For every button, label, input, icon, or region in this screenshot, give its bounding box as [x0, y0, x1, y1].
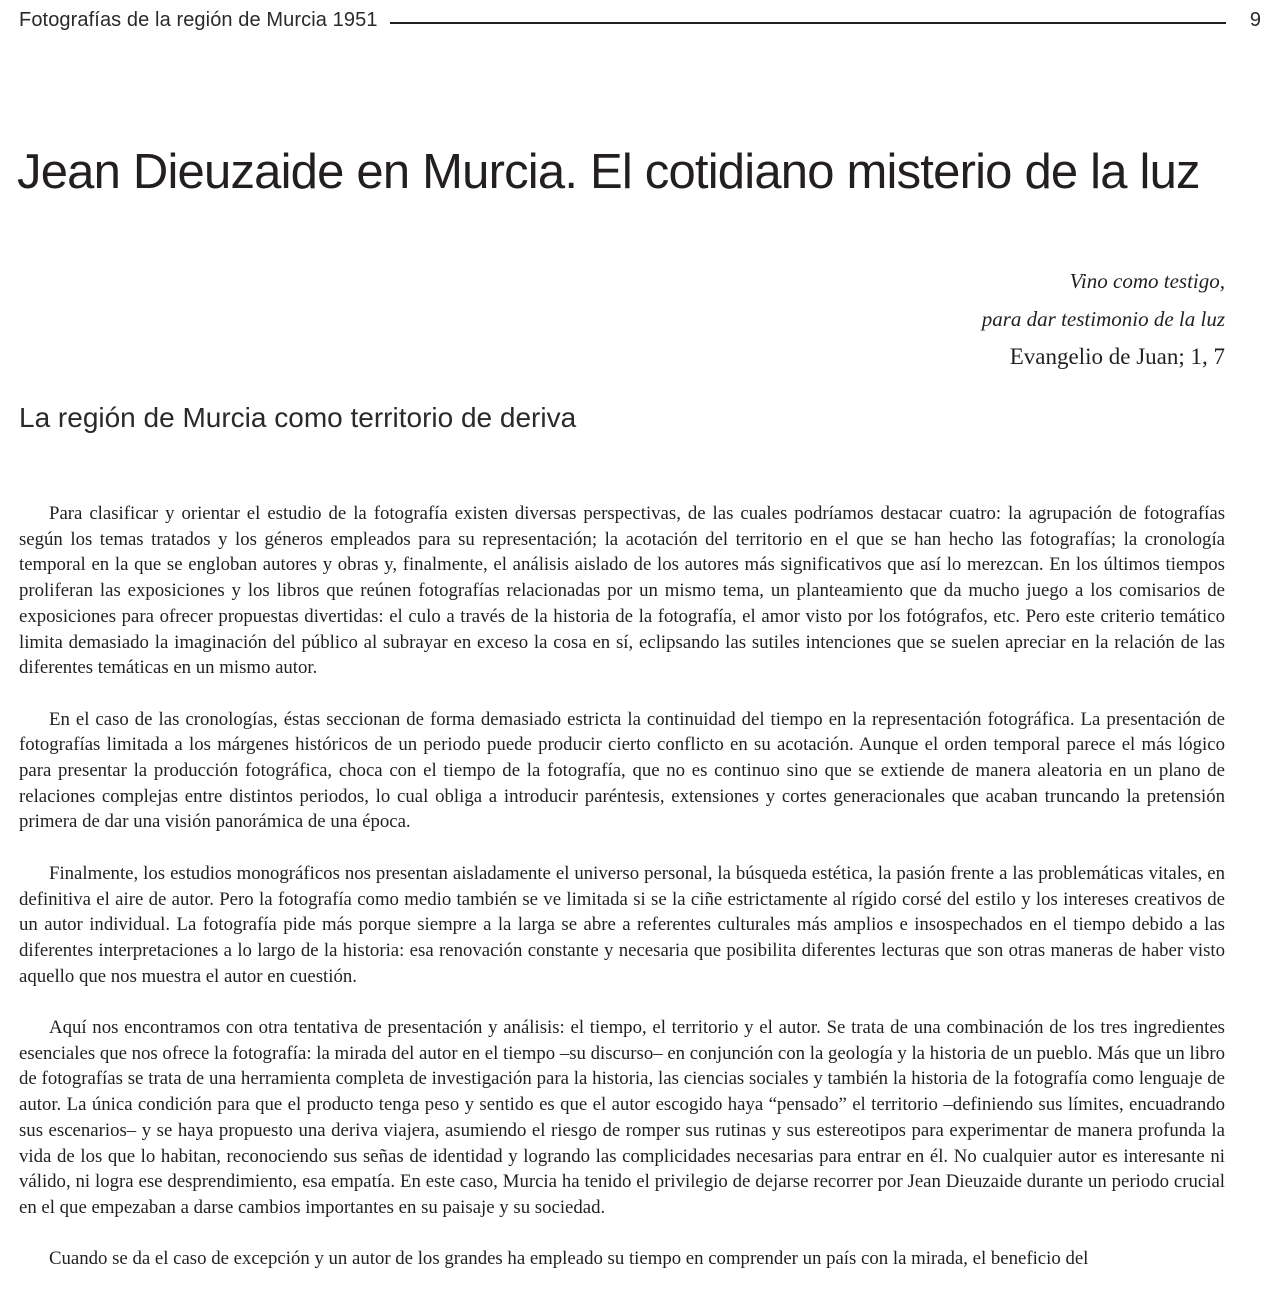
chapter-title: Jean Dieuzaide en Murcia. El cotidiano misterio de la luz [17, 145, 1200, 199]
paragraph-1: Para clasificar y orientar el estudio de la fotografía existen diversas perspectivas, de las cuales podríamos destacar cuatro: la agrupación de fotografías según los temas tratados y los géneros empleados para su representación; la acotación del territorio en el que se han hecho las fotografías; la cronología temporal en la que se engloban autores y obras y, finalmente, el análisis aislado de los autores más significativos que así lo merezcan. En los últimos tiempos proliferan las exposiciones y los libros que reúnen fotografías relacionadas por un mismo tema, un planteamiento que da mucho juego a los comisarios de exposiciones para ofrecer propuestas divertidas: el culo a través de la historia de la fotografía, el amor visto por los fotógrafos, etc. Pero este criterio temático limita demasiado la imaginación del público al subrayar en exceso la cosa en sí, eclipsando las sutiles intenciones que se suelen apreciar en la relación de las diferentes temáticas en un mismo autor. [19, 503, 1225, 679]
header-rule [390, 22, 1226, 24]
paragraph-5: Cuando se da el caso de excepción y un autor de los grandes ha empleado su tiempo en comprender un país con la mirada, el beneficio del [49, 1248, 1089, 1270]
paragraph-4: Aquí nos encontramos con otra tentativa de presentación y análisis: el tiempo, el territorio y el autor. Se trata de una combinación de los tres ingredientes esenciales que nos ofrece la fotografía: la mirada del autor en el tiempo –su discurso– en conjunción con la geología y la historia de un pueblo. Más que un libro de fotografías se trata de una herramienta completa de investigación para la historia, las ciencias sociales y también la historia de la fotografía como lenguaje de autor. La única condición para que el producto tenga peso y sentido es que el autor escogido haya “pensado” el territorio –definiendo sus límites, encuadrando sus escenarios– y se haya propuesto una deriva viajera, asumiendo el riesgo de romper sus rutinas y sus estereotipos para experimentar de manera profunda la vida de los que lo habitan, reconociendo sus señas de identidad y logrando las complicidades necesarias para entrar en él. No cualquier autor es interesante ni válido, ni logra ese desprendimiento, esa empatía. En este caso, Murcia ha tenido el privilegio de dejarse recorrer por Jean Dieuzaide durante un periodo crucial en el que empezaban a darse cambios importantes en su paisaje y su sociedad. [19, 1017, 1225, 1218]
epigraph-source: Evangelio de Juan; 1, 7 [1009, 344, 1225, 369]
epigraph [982, 262, 1225, 376]
running-header [19, 6, 1261, 34]
section-heading: La región de Murcia como territorio de deriva [19, 402, 577, 433]
page-number: 9 [1249, 8, 1261, 31]
paragraph-2: En el caso de las cronologías, éstas seccionan de forma demasiado estricta la continuidad del tiempo en la representación fotográfica. La presentación de fotografías limitada a los márgenes históricos de un periodo puede producir cierto conflicto en su acotación. Aunque el orden temporal parece el más lógico para presentar la producción fotográfica, choca con el tiempo de la fotografía, que no es continuo sino que se extiende de manera aleatoria en un plano de relaciones complejas entre distintos periodos, lo cual obliga a introducir paréntesis, extensiones y cortes generacionales que acaban truncando la pretensión primera de dar una visión panorámica de una época. [19, 708, 1225, 833]
body-text [19, 501, 1225, 1298]
running-title: Fotografías de la región de Murcia 1951 [19, 8, 378, 31]
epigraph-line-1: Vino como testigo, [1069, 269, 1225, 293]
epigraph-line-2: para dar testimonio de la luz [981, 307, 1225, 331]
paragraph-3: Finalmente, los estudios monográficos nos presentan aisladamente el universo personal, la búsqueda estética, la pasión frente a las problemáticas vitales, en definitiva el aire de autor. Pero la fotografía como medio también se ve limitada si se la ciñe estrictamente al rígido corsé del estilo y los intereses creativos de un autor individual. La fotografía pide más porque siempre a la larga se abre a referentes culturales más amplios e insospechados en el tiempo debido a las diferentes interpretaciones a lo largo de la historia: esa renovación constante y necesaria que posibilita diferentes lecturas que son otras maneras de haber visto aquello que nos muestra el autor en cuestión. [19, 862, 1225, 987]
